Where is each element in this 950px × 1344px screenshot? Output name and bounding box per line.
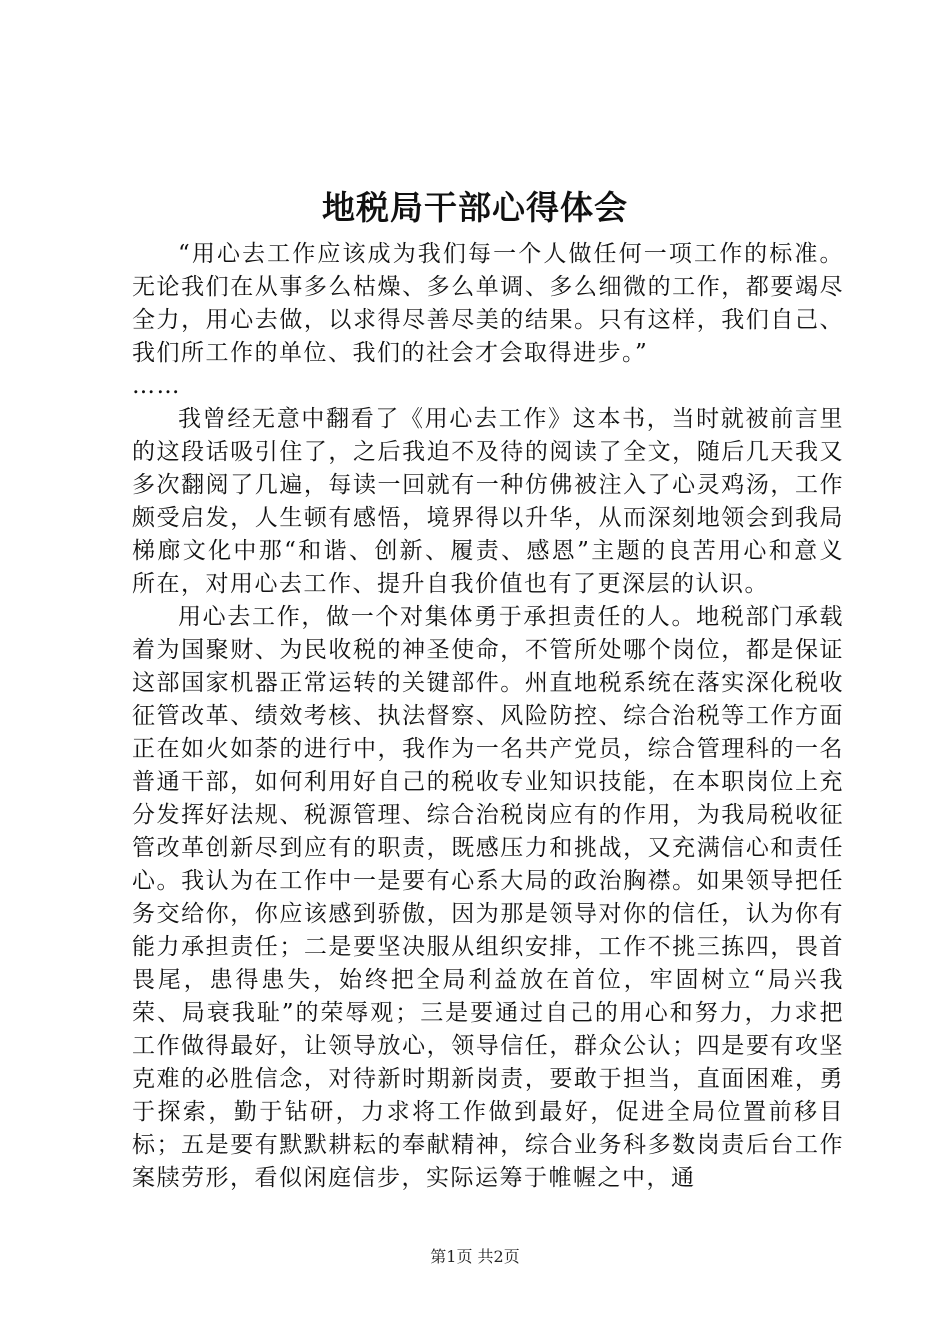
paragraph-book-reading: 我曾经无意中翻看了《用心去工作》这本书，当时就被前言里的这段话吸引住了，之后我迫不及待的阅读了全文，随后几天我又多次翻阅了几遍，每读一回就有一种仿佛被注入了心灵鸡汤，工作颇受启发，人生顿有感悟，境界得以升华，从而深刻地领会到我局梯廊文化中那“和谐、创新、履责、感恩”主题的良苦用心和意义所在，对用心去工作、提升自我价值也有了更深层的认识。 — [132, 406, 844, 597]
paragraph-responsibility: 用心去工作，做一个对集体勇于承担责任的人。地税部门承载着为国聚财、为民收税的神圣使命，不管所处哪个岗位，都是保证这部国家机器正常运转的关键部件。州直地税系统在落实深化税收征管改革、绩效考核、执法督察、风险防控、综合治税等工作方面正在如火如荼的进行中，我作为一名共产党员，综合管理科的一名普通干部，如何利用好自己的税收专业知识技能，在本职岗位上充分发挥好法规、税源管理、综合治税岗应有的作用，为我局税收征管改革创新尽到应有的职责，既感压力和挑战，又充满信心和责任心。我认为在工作中一是要有心系大局的政治胸襟。如果领导把任务交给你，你应该感到骄傲，因为那是领导对你的信任，认为你有能力承担责任；二是要坚决服从组织安排，工作不挑三拣四，畏首畏尾，患得患失，始终把全局利益放在首位，牢固树立“局兴我荣、局衰我耻”的荣辱观；三是要通过自己的用心和努力，力求把工作做得最好，让领导放心，领导信任，群众公认；四是要有攻坚克难的必胜信念，对待新时期新岗责，要敢于担当，直面困难，勇于探索，勤于钻研，力求将工作做到最好，促进全局位置前移目标；五是要有默默耕耘的奉献精神，综合业务科多数岗责后台工作案牍劳形，看似闲庭信步，实际运筹于帷幄之中，通 — [132, 604, 844, 1191]
document-body — [132, 238, 844, 1195]
document-title: 地税局干部心得体会 — [322, 188, 628, 227]
paragraph-quote: “用心去工作应该成为我们每一个人做任何一项工作的标准。无论我们在从事多么枯燥、多么单调、多么细微的工作，都要竭尽全力，用心去做，以求得尽善尽美的结果。只有这样，我们自己、我们所工作的单位、我们的社会才会取得进步。” — [132, 241, 844, 366]
ellipsis-line: …… — [132, 373, 181, 399]
page-footer: 第1页 共2页 — [430, 1247, 520, 1266]
